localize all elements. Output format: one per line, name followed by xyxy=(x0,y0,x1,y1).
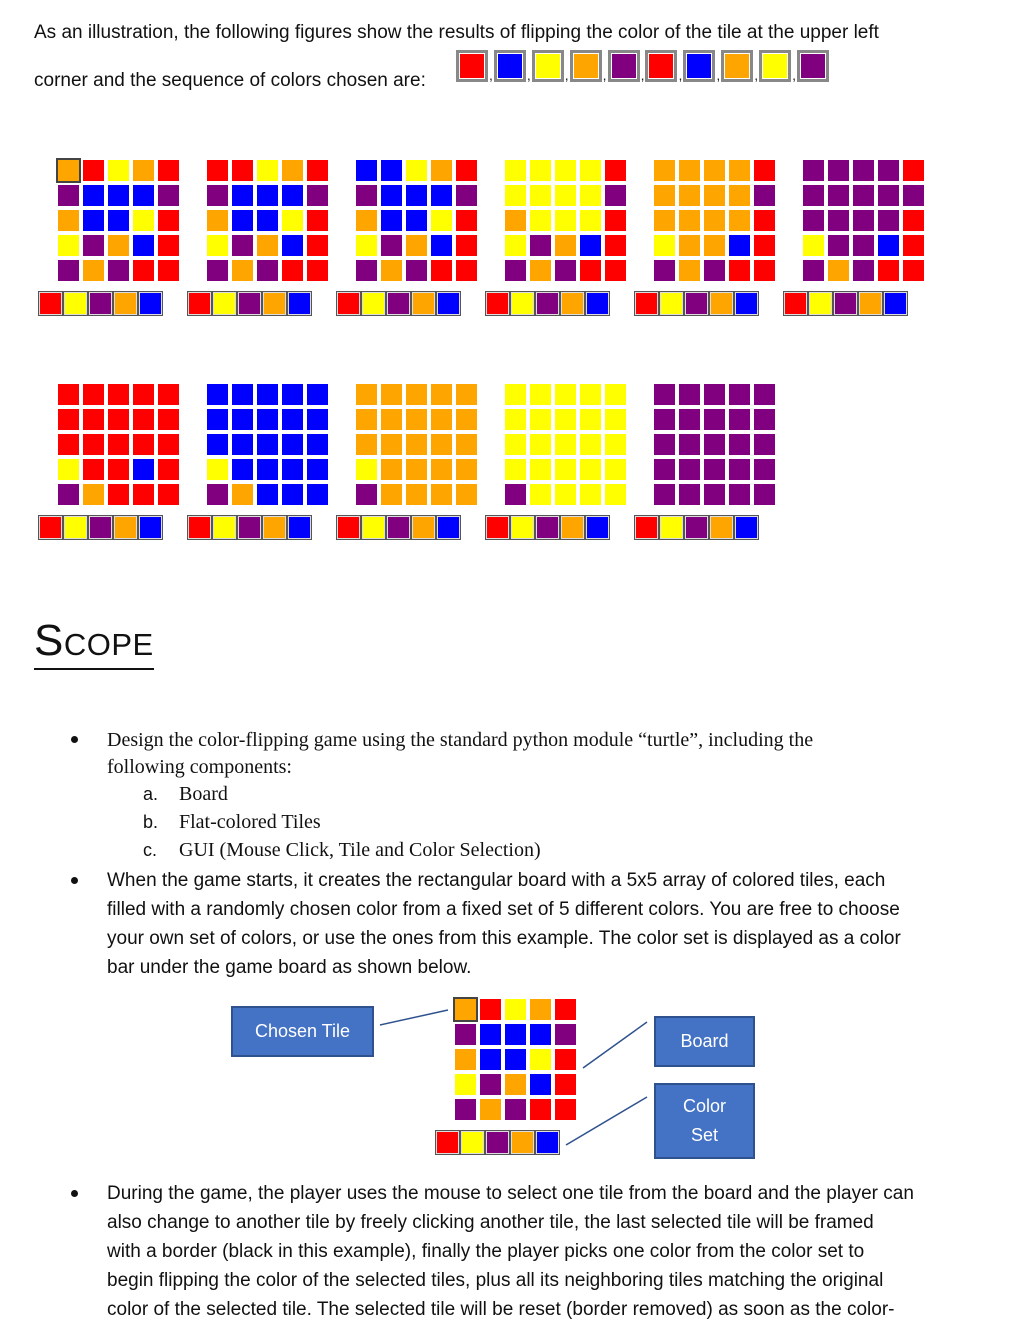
bullet2-line2: filled with a randomly chosen color from a fixed set of 5 different colors. You are free to choose xyxy=(107,899,900,920)
bullet2-line1: When the game starts, it creates the rectangular board with a 5x5 array of colored tiles, each xyxy=(107,870,886,891)
sub-item-text: Flat-colored Tiles xyxy=(179,811,321,833)
connector-line xyxy=(380,1010,448,1025)
bullet3-line3: with a border (black in this example), finally the player picks one color from the color set to xyxy=(107,1241,865,1262)
intro-line-2: corner and the sequence of colors chosen are: xyxy=(34,70,426,91)
sequence-separator: , xyxy=(602,67,607,83)
bullet1-line2: following components: xyxy=(107,756,292,778)
sequence-separator: , xyxy=(754,67,759,83)
bullet2-line3: your own set of colors, or use the ones from this example. The color set is displayed as a color xyxy=(107,928,901,949)
bullet3-line4: begin flipping the color of the selected tiles, plus all its neighboring tiles matching the original xyxy=(107,1270,884,1291)
bullet3-line2: also change to another tile by freely clicking another tile, the last selected tile will be framed xyxy=(107,1212,874,1233)
color-set-label-line2: Set xyxy=(690,1125,719,1145)
sequence-separator: , xyxy=(489,67,493,83)
bullet2-line4: bar under the game board as shown below. xyxy=(107,957,472,978)
sub-item-letter: b. xyxy=(143,812,159,832)
color-set-label-line1: Color xyxy=(682,1096,726,1116)
sub-item-text: Board xyxy=(179,783,228,805)
intro-line-1: As an illustration, the following figures show the results of flipping the color of the tile at the upper left xyxy=(34,22,879,43)
sequence-separator: , xyxy=(678,67,683,83)
chosen-tile-label: Chosen Tile xyxy=(231,1006,374,1057)
board-label: Board xyxy=(654,1016,755,1067)
sub-item-letter: a. xyxy=(143,784,159,804)
sequence-separator: , xyxy=(716,67,721,83)
bullet1-line1: Design the color-flipping game using the standard python module “turtle”, including the xyxy=(107,729,814,751)
bullet-dot xyxy=(71,1190,78,1197)
sequence-separator: , xyxy=(640,67,645,83)
bullet3-line1: During the game, the player uses the mouse to select one tile from the board and the player can xyxy=(107,1183,914,1204)
connector-line xyxy=(566,1097,647,1145)
connector-line xyxy=(583,1022,647,1068)
sub-item-letter: c. xyxy=(143,840,158,860)
sub-item-text: GUI (Mouse Click, Tile and Color Selection) xyxy=(179,839,541,861)
scope-heading-text: Scope xyxy=(34,616,154,665)
sequence-separator: , xyxy=(564,67,569,83)
bullet3-line5: color of the selected tile. The selected tile will be reset (border removed) as soon as the color- xyxy=(107,1299,895,1320)
sequence-separator: , xyxy=(526,67,531,83)
sequence-separator: , xyxy=(792,67,797,83)
